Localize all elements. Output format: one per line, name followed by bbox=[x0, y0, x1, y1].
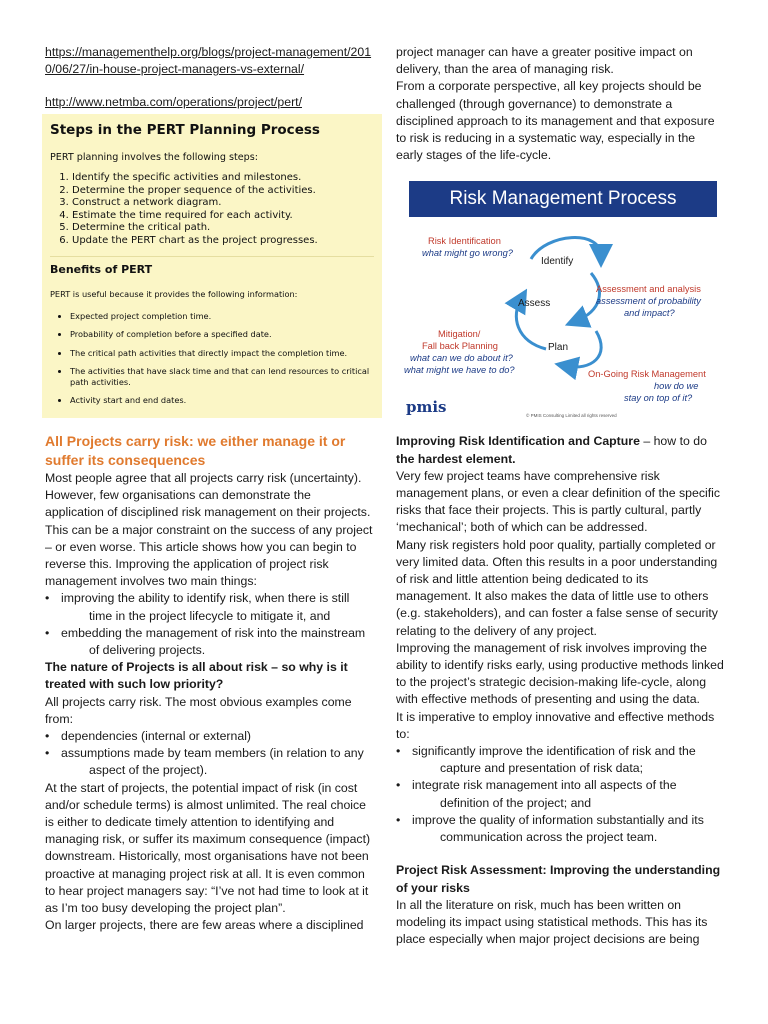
pert-title: Steps in the PERT Planning Process bbox=[50, 121, 320, 138]
pert-step: 6. Update the PERT chart as the project progresses. bbox=[72, 235, 374, 248]
link-netmba-pert[interactable]: http://www.netmba.com/operations/project/pert/ bbox=[45, 95, 302, 110]
label-mitigation-question-2: what might we have to do? bbox=[404, 365, 515, 376]
pert-benefit: • Activity start and end dates. bbox=[70, 395, 374, 406]
heading-all-projects-carry-risk: All Projects carry risk: we either manage it or suffer its consequences bbox=[45, 432, 346, 468]
paragraph: In all the literature on risk, much has been written on modeling its impact using statistical methods. This has its place especially when major project decisions are being bbox=[396, 897, 708, 947]
list-item-text: integrate risk management into all aspects of the bbox=[412, 778, 677, 793]
paragraph: Many risk registers hold poor quality, partially completed or very limited data. Often this results in a poor understanding of risk and little attention being dedicated to its management. It also makes the data of little use to others (e.g. stakeholders), and can foster a false sense of security relating to the delivery of any project. bbox=[396, 537, 718, 638]
paragraph: Very few project teams have comprehensive risk management plans, or even a clear definition of the specific risks that face their projects. This is partly cultural, partly ‘mechanical’; both of which can be addressed. bbox=[396, 468, 721, 535]
heading-improving-risk-identification bbox=[396, 433, 724, 467]
list-item bbox=[45, 625, 373, 659]
pmis-logo: pmis bbox=[406, 398, 447, 417]
label-ongoing-question-1: how do we bbox=[654, 381, 699, 392]
list-item-text: assumptions made by team members (in relation to any bbox=[61, 746, 364, 761]
list-item-continuation: capture and presentation of risk data; bbox=[440, 761, 644, 776]
list-item-continuation: aspect of the project). bbox=[89, 763, 208, 778]
list-item-continuation: time in the project lifecycle to mitigate it, and bbox=[89, 608, 331, 623]
pert-benefits-intro: PERT is useful because it provides the following information: bbox=[50, 288, 298, 299]
label-mitigation-1: Mitigation/ bbox=[438, 329, 481, 340]
node-assess: Assess bbox=[518, 298, 551, 310]
link-managementhelp[interactable]: https://managementhelp.org/blogs/project-management/2010/06/27/in-house-project-managers-vs-external/ bbox=[45, 45, 372, 77]
paragraph: Improving the management of risk involves improving the ability to identify risks early, using productive methods linked to the project’s strategic decision-making life-cycle, along with effective methods of presenting and using the data. bbox=[396, 640, 724, 707]
bullet-list bbox=[396, 743, 724, 846]
list-item bbox=[396, 743, 724, 777]
cycle-arrow bbox=[566, 331, 601, 367]
pert-step: 1. Identify the specific activities and milestones. bbox=[72, 172, 374, 185]
list-item bbox=[45, 728, 373, 745]
bullet-list bbox=[45, 728, 373, 780]
pert-step: 5. Determine the critical path. bbox=[72, 222, 374, 235]
diagram-banner: Risk Management Process bbox=[409, 181, 717, 217]
diagram-copyright: © PMIS Consulting Limited all rights reserved bbox=[526, 413, 617, 419]
right-column bbox=[396, 44, 724, 948]
paragraph: It is imperative to employ innovative and effective methods to: bbox=[396, 709, 715, 741]
label-mitigation-2: Fall back Planning bbox=[422, 341, 498, 352]
node-plan: Plan bbox=[548, 342, 569, 354]
label-assessment-question-2: and impact? bbox=[624, 308, 675, 319]
heading-nature-of-projects: The nature of Projects is all about risk – so why is it treated with such low priority? bbox=[45, 660, 348, 692]
paragraph: On larger projects, there are few areas where a disciplined bbox=[45, 918, 364, 933]
pert-benefit: • Expected project completion time. bbox=[70, 311, 374, 322]
heading-rest-part: – how to do bbox=[639, 434, 707, 449]
left-column bbox=[45, 44, 373, 934]
node-identify: Identify bbox=[541, 256, 574, 268]
label-assessment: Assessment and analysis bbox=[596, 284, 701, 295]
list-item-continuation: definition of the project; and bbox=[440, 795, 592, 810]
pert-image bbox=[42, 114, 382, 418]
label-risk-identification: Risk Identification bbox=[428, 236, 501, 247]
pert-step: 4. Estimate the time required for each activity. bbox=[72, 210, 374, 223]
pert-benefit: • Probability of completion before a specified date. bbox=[70, 329, 374, 340]
pert-intro: PERT planning involves the following steps: bbox=[50, 151, 258, 163]
list-item-text: improve the quality of information substantially and its bbox=[412, 812, 704, 827]
label-ongoing: On-Going Risk Management bbox=[588, 369, 706, 380]
pert-step: 3. Construct a network diagram. bbox=[72, 197, 374, 210]
paragraph: All projects carry risk. The most obvious examples come from: bbox=[45, 694, 352, 726]
bullet-list bbox=[45, 590, 373, 659]
paragraph: At the start of projects, the potential impact of risk (in cost and/or schedule terms) is almost unlimited. The real choice is either to dedicate timely attention to identifying and managing risk, or suffer its maximum consequence (impact) downstream. Historically, most organisations have not been proactive at managing project risk at all. It is even common to hear project managers say: “I’ve not had time to look at it as I’m too busy developing the project plan”. bbox=[45, 780, 371, 916]
label-risk-identification-question: what might go wrong? bbox=[422, 248, 513, 259]
label-ongoing-question-2: stay on top of it? bbox=[624, 393, 693, 404]
label-mitigation-question-1: what can we do about it? bbox=[410, 353, 513, 364]
heading-project-risk-assessment: Project Risk Assessment: Improving the understanding of your risks bbox=[396, 863, 721, 895]
list-item-text: dependencies (internal or external) bbox=[61, 729, 252, 744]
pert-steps-list bbox=[50, 172, 374, 248]
pert-benefits-title: Benefits of PERT bbox=[50, 256, 374, 278]
paragraph: Most people agree that all projects carry risk (uncertainty). However, few organisations can demonstrate the application of disciplined risk management on their projects. This can be a major constraint on the success of any project – or even worse. This article shows how you can begin to reverse this. Improving the application of project risk management involves two main things: bbox=[45, 470, 373, 589]
list-item bbox=[396, 812, 724, 846]
heading-bold-part: Improving Risk Identification and Capture bbox=[396, 434, 640, 449]
heading-line-2: the hardest element. bbox=[396, 451, 516, 466]
list-item-text: significantly improve the identification of risk and the bbox=[412, 744, 696, 759]
pert-benefits-list bbox=[50, 311, 374, 406]
paragraph: From a corporate perspective, all key projects should be challenged (through governance) to demonstrate a disciplined approach to its management and that exposure to risk is reducing in a systematic way, especially in the early stages of the life-cycle. bbox=[396, 79, 715, 163]
list-item-continuation: communication across the project team. bbox=[440, 830, 658, 845]
list-item bbox=[45, 745, 373, 779]
list-item bbox=[45, 590, 373, 624]
paragraph: project manager can have a greater positive impact on delivery, than the area of managing risk. bbox=[396, 45, 693, 77]
list-item-text: embedding the management of risk into the mainstream bbox=[61, 625, 366, 640]
risk-management-diagram bbox=[396, 181, 718, 421]
list-item-text: improving the ability to identify risk, when there is still bbox=[61, 591, 350, 606]
label-assessment-question-1: assessment of probability bbox=[596, 296, 701, 307]
pert-benefit: • The critical path activities that directly impact the completion time. bbox=[70, 348, 374, 359]
list-item bbox=[396, 777, 724, 811]
pert-step: 2. Determine the proper sequence of the activities. bbox=[72, 185, 374, 198]
pert-benefit: • The activities that have slack time and that can lend resources to critical path activities. bbox=[70, 366, 374, 387]
list-item-continuation: of delivering projects. bbox=[89, 643, 206, 658]
